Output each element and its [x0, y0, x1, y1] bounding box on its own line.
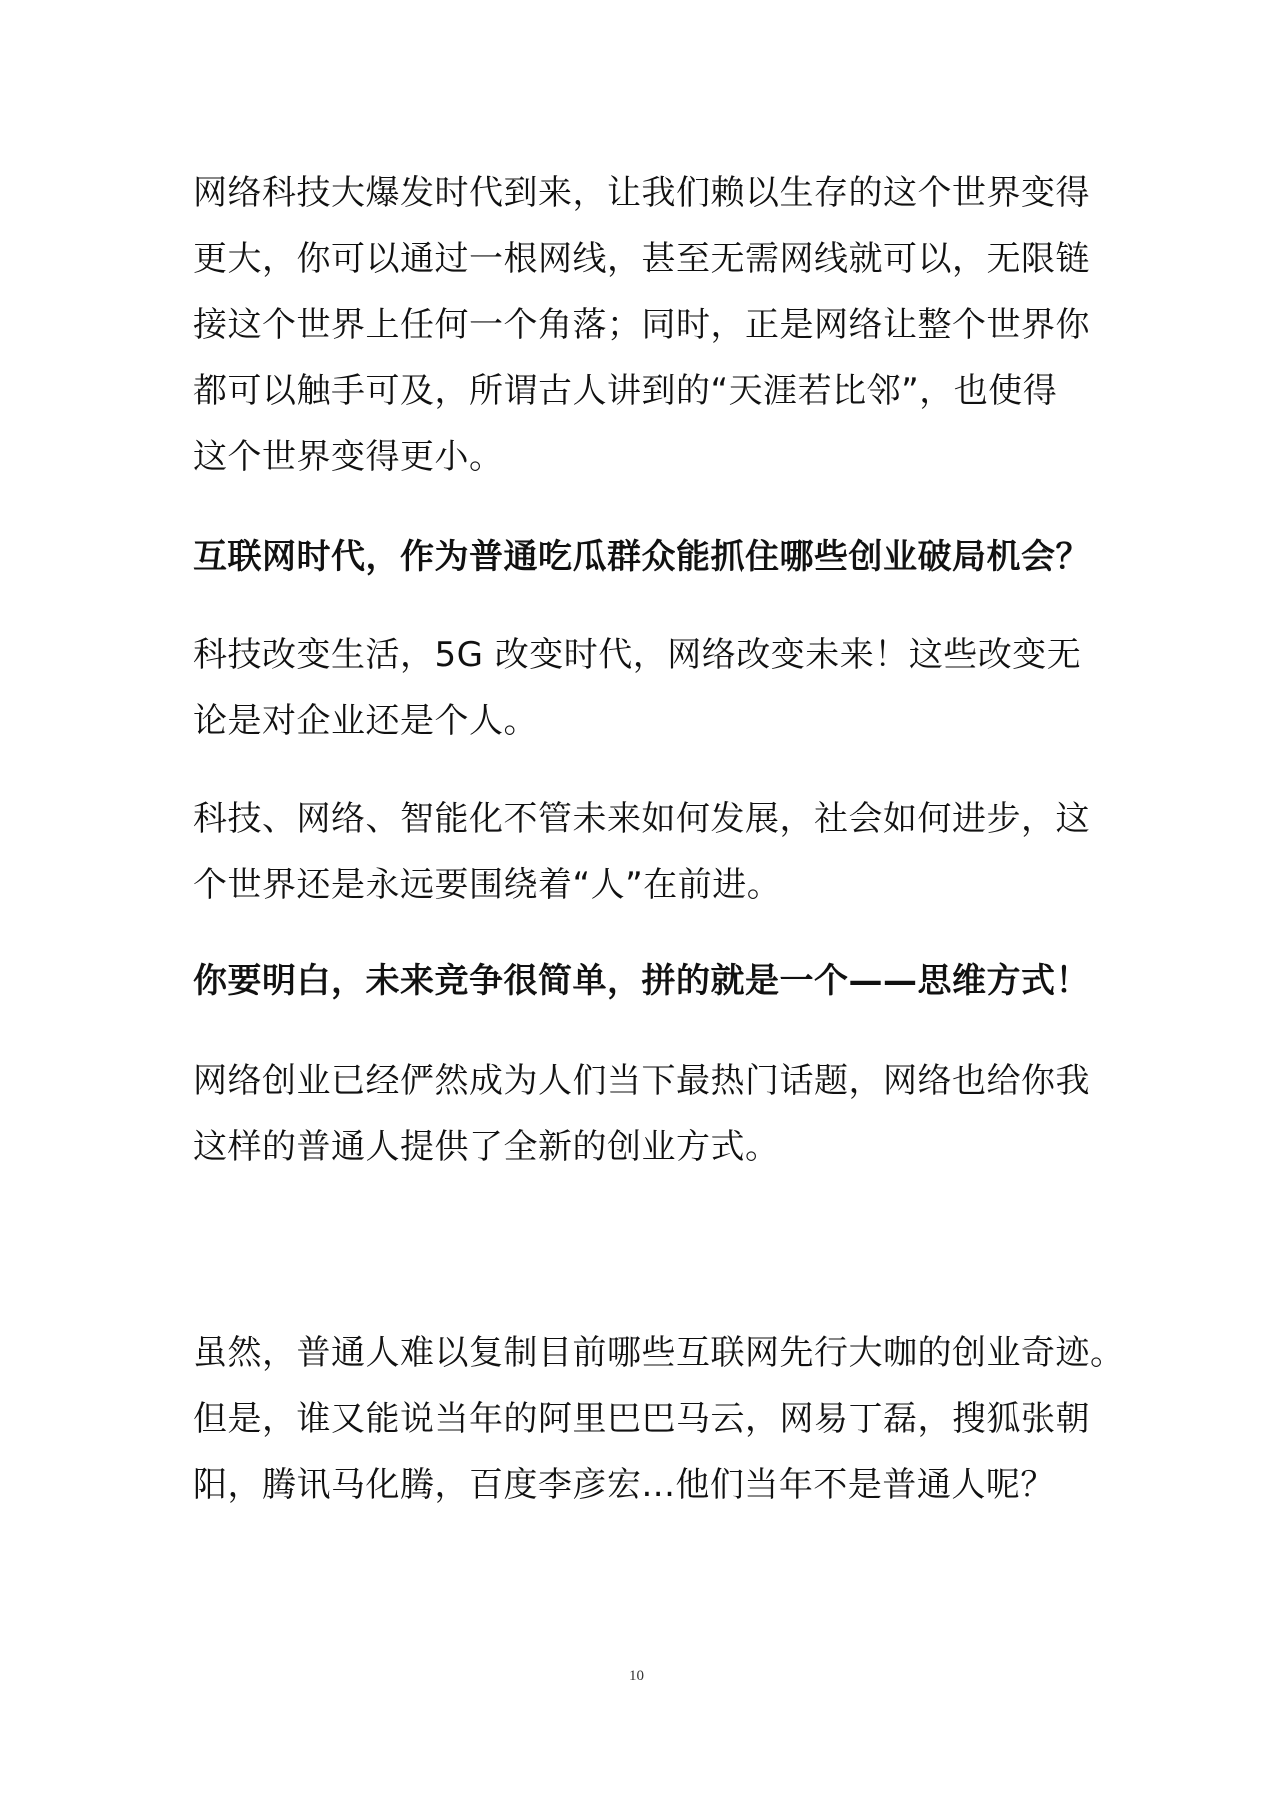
text-line: 这个世界变得更小。 [193, 437, 504, 477]
text-line: 阳，腾讯马化腾，百度李彦宏...他们当年不是普通人呢？ [193, 1465, 1055, 1505]
text-line: 网络科技大爆发时代到来，让我们赖以生存的这个世界变得 [193, 173, 1090, 213]
text-line: 更大，你可以通过一根网线，甚至无需网线就可以，无限链 [193, 239, 1090, 279]
page-number: 10 [629, 1668, 644, 1684]
text-line: 虽然，普通人难以复制目前哪些互联网先行大咖的创业奇迹。 [193, 1333, 1125, 1373]
text-line: 论是对企业还是个人。 [193, 701, 538, 741]
paragraph-online-business [193, 1048, 1123, 1180]
text-line: 科技改变生活，5G 改变时代，网络改变未来！这些改变无 [193, 635, 1082, 675]
text-line: 科技、网络、智能化不管未来如何发展，社会如何进步，这 [193, 799, 1090, 839]
text-line: 网络创业已经俨然成为人们当下最热门话题，网络也给你我 [193, 1061, 1090, 1101]
paragraph-ordinary-people [193, 1320, 1123, 1518]
heading-opportunity-question [193, 524, 1123, 590]
text-line: 个世界还是永远要围绕着“人”在前进。 [193, 865, 782, 905]
heading-text: 互联网时代，作为普通吃瓜群众能抓住哪些创业破局机会？ [193, 537, 1090, 577]
text-line: 都可以触手可及，所谓古人讲到的“天涯若比邻”，也使得 [193, 371, 1058, 411]
heading-mindset [193, 948, 1123, 1014]
text-line: 这样的普通人提供了全新的创业方式。 [193, 1127, 780, 1167]
paragraph-people-centric [193, 786, 1123, 918]
heading-text: 你要明白，未来竞争很简单，拼的就是一个——思维方式！ [193, 961, 1090, 1001]
text-line: 接这个世界上任何一个角落；同时，正是网络让整个世界你 [193, 305, 1090, 345]
paragraph-tech-changes [193, 622, 1123, 754]
text-line: 但是，谁又能说当年的阿里巴巴马云，网易丁磊，搜狐张朝 [193, 1399, 1090, 1439]
paragraph-intro [193, 160, 1123, 490]
